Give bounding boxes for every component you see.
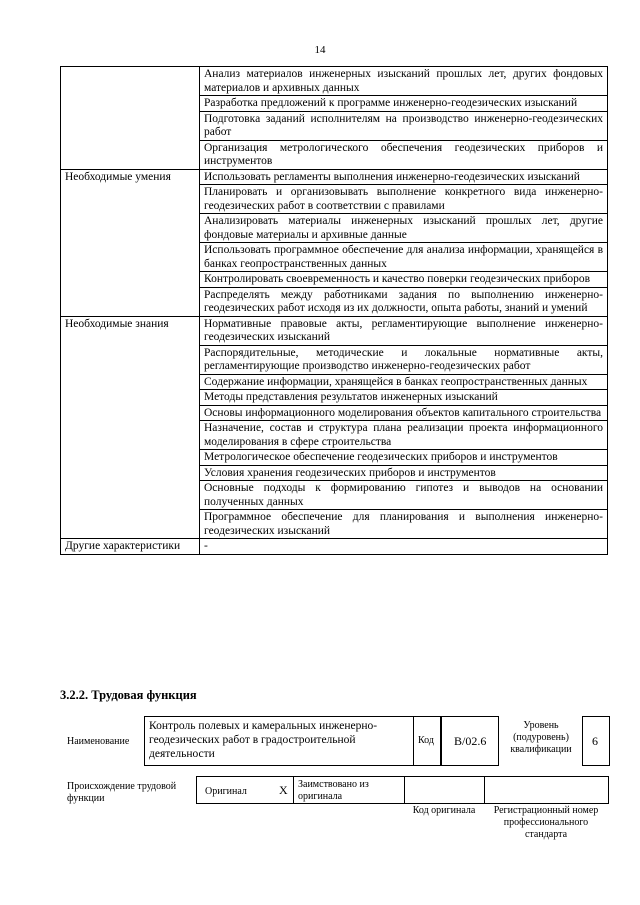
code-original-caption: Код оригинала — [412, 805, 476, 816]
table-row — [61, 67, 608, 96]
table-row — [61, 169, 608, 185]
row-item: Использовать регламенты выполнения инженерно-геодезических изысканий — [200, 169, 608, 185]
name-label: Наименование — [67, 736, 130, 747]
code-label: Код — [418, 735, 434, 746]
borrowed-label: Заимствовано из оригинала — [298, 779, 369, 802]
page-number: 14 — [314, 44, 326, 56]
level-box — [582, 716, 610, 766]
row-item: Контролировать своевременность и качество поверки геодезических приборов — [200, 272, 608, 288]
table-row — [61, 539, 608, 555]
row-item: Содержание информации, хранящейся в банках геопространственных данных — [200, 374, 608, 390]
row-item: Разработка предложений к программе инженерно-геодезических изысканий — [200, 96, 608, 112]
row-item: Распределять между работниками задания по выполнению инженерно-геодезических работ исходя из их должности, опыта работы, знаний и умений — [200, 287, 608, 316]
row-item: Использовать программное обеспечение для анализа информации, хранящейся в банках геопространственных данных — [200, 243, 608, 272]
row-label: Необходимые умения — [61, 169, 200, 316]
table-row — [61, 316, 608, 345]
row-item: Распорядительные, методические и локальные нормативные акты, регламентирующие производство инженерно-геодезических работ — [200, 345, 608, 374]
row-item: Метрологическое обеспечение геодезических приборов и инструментов — [200, 450, 608, 466]
row-label: Необходимые знания — [61, 316, 200, 539]
row-item: Программное обеспечение для планирования и выполнения инженерно-геодезических изысканий — [200, 510, 608, 539]
row-item: Основы информационного моделирования объектов капитального строительства — [200, 405, 608, 421]
competency-table — [60, 66, 608, 555]
origin-label: Происхождение трудовой функции — [67, 781, 177, 804]
code-box — [441, 716, 499, 766]
row-item: Методы представления результатов инженерных изысканий — [200, 390, 608, 406]
section-title: 3.2.2. Трудовая функция — [60, 688, 197, 702]
name-box — [144, 716, 414, 766]
row-item: Условия хранения геодезических приборов и инструментов — [200, 465, 608, 481]
borrowed-box — [292, 776, 405, 804]
code-value: B/02.6 — [454, 734, 487, 748]
row-item: Нормативные правовые акты, регламентирующие выполнение инженерно-геодезических изысканий — [200, 316, 608, 345]
name-value: Контроль полевых и камеральных инженерно-геодезических работ в градостроительной деятельности — [149, 720, 378, 760]
row-item: Организация метрологического обеспечения геодезических приборов и инструментов — [200, 140, 608, 169]
original-label: Оригинал — [205, 786, 247, 797]
code-label-box — [412, 716, 441, 766]
row-item: - — [200, 539, 608, 555]
reg-number-box — [484, 776, 609, 804]
level-value: 6 — [592, 734, 598, 748]
row-item: Основные подходы к формированию гипотез и выводов на основании полученных данных — [200, 481, 608, 510]
original-box — [196, 776, 294, 804]
row-label — [61, 67, 200, 170]
row-item: Назначение, состав и структура плана реализации проекта информационного моделирования в сфере строительства — [200, 421, 608, 450]
row-item: Анализ материалов инженерных изысканий прошлых лет, других фондовых материалов и архивных данных — [200, 67, 608, 96]
reg-number-caption: Регистрационный номер профессионального стандарта — [493, 805, 599, 840]
code-original-box — [404, 776, 485, 804]
row-item: Анализировать материалы инженерных изысканий прошлых лет, другие фондовые материалы и архивные данные — [200, 214, 608, 243]
level-label: Уровень (подуровень) квалификации — [510, 720, 572, 755]
original-mark: X — [279, 783, 288, 797]
row-item: Подготовка заданий исполнителям на производство инженерно-геодезических работ — [200, 111, 608, 140]
row-item: Планировать и организовывать выполнение конкретного вида инженерно-геодезических работ в соответствии с правилами — [200, 185, 608, 214]
row-label: Другие характеристики — [61, 539, 200, 555]
